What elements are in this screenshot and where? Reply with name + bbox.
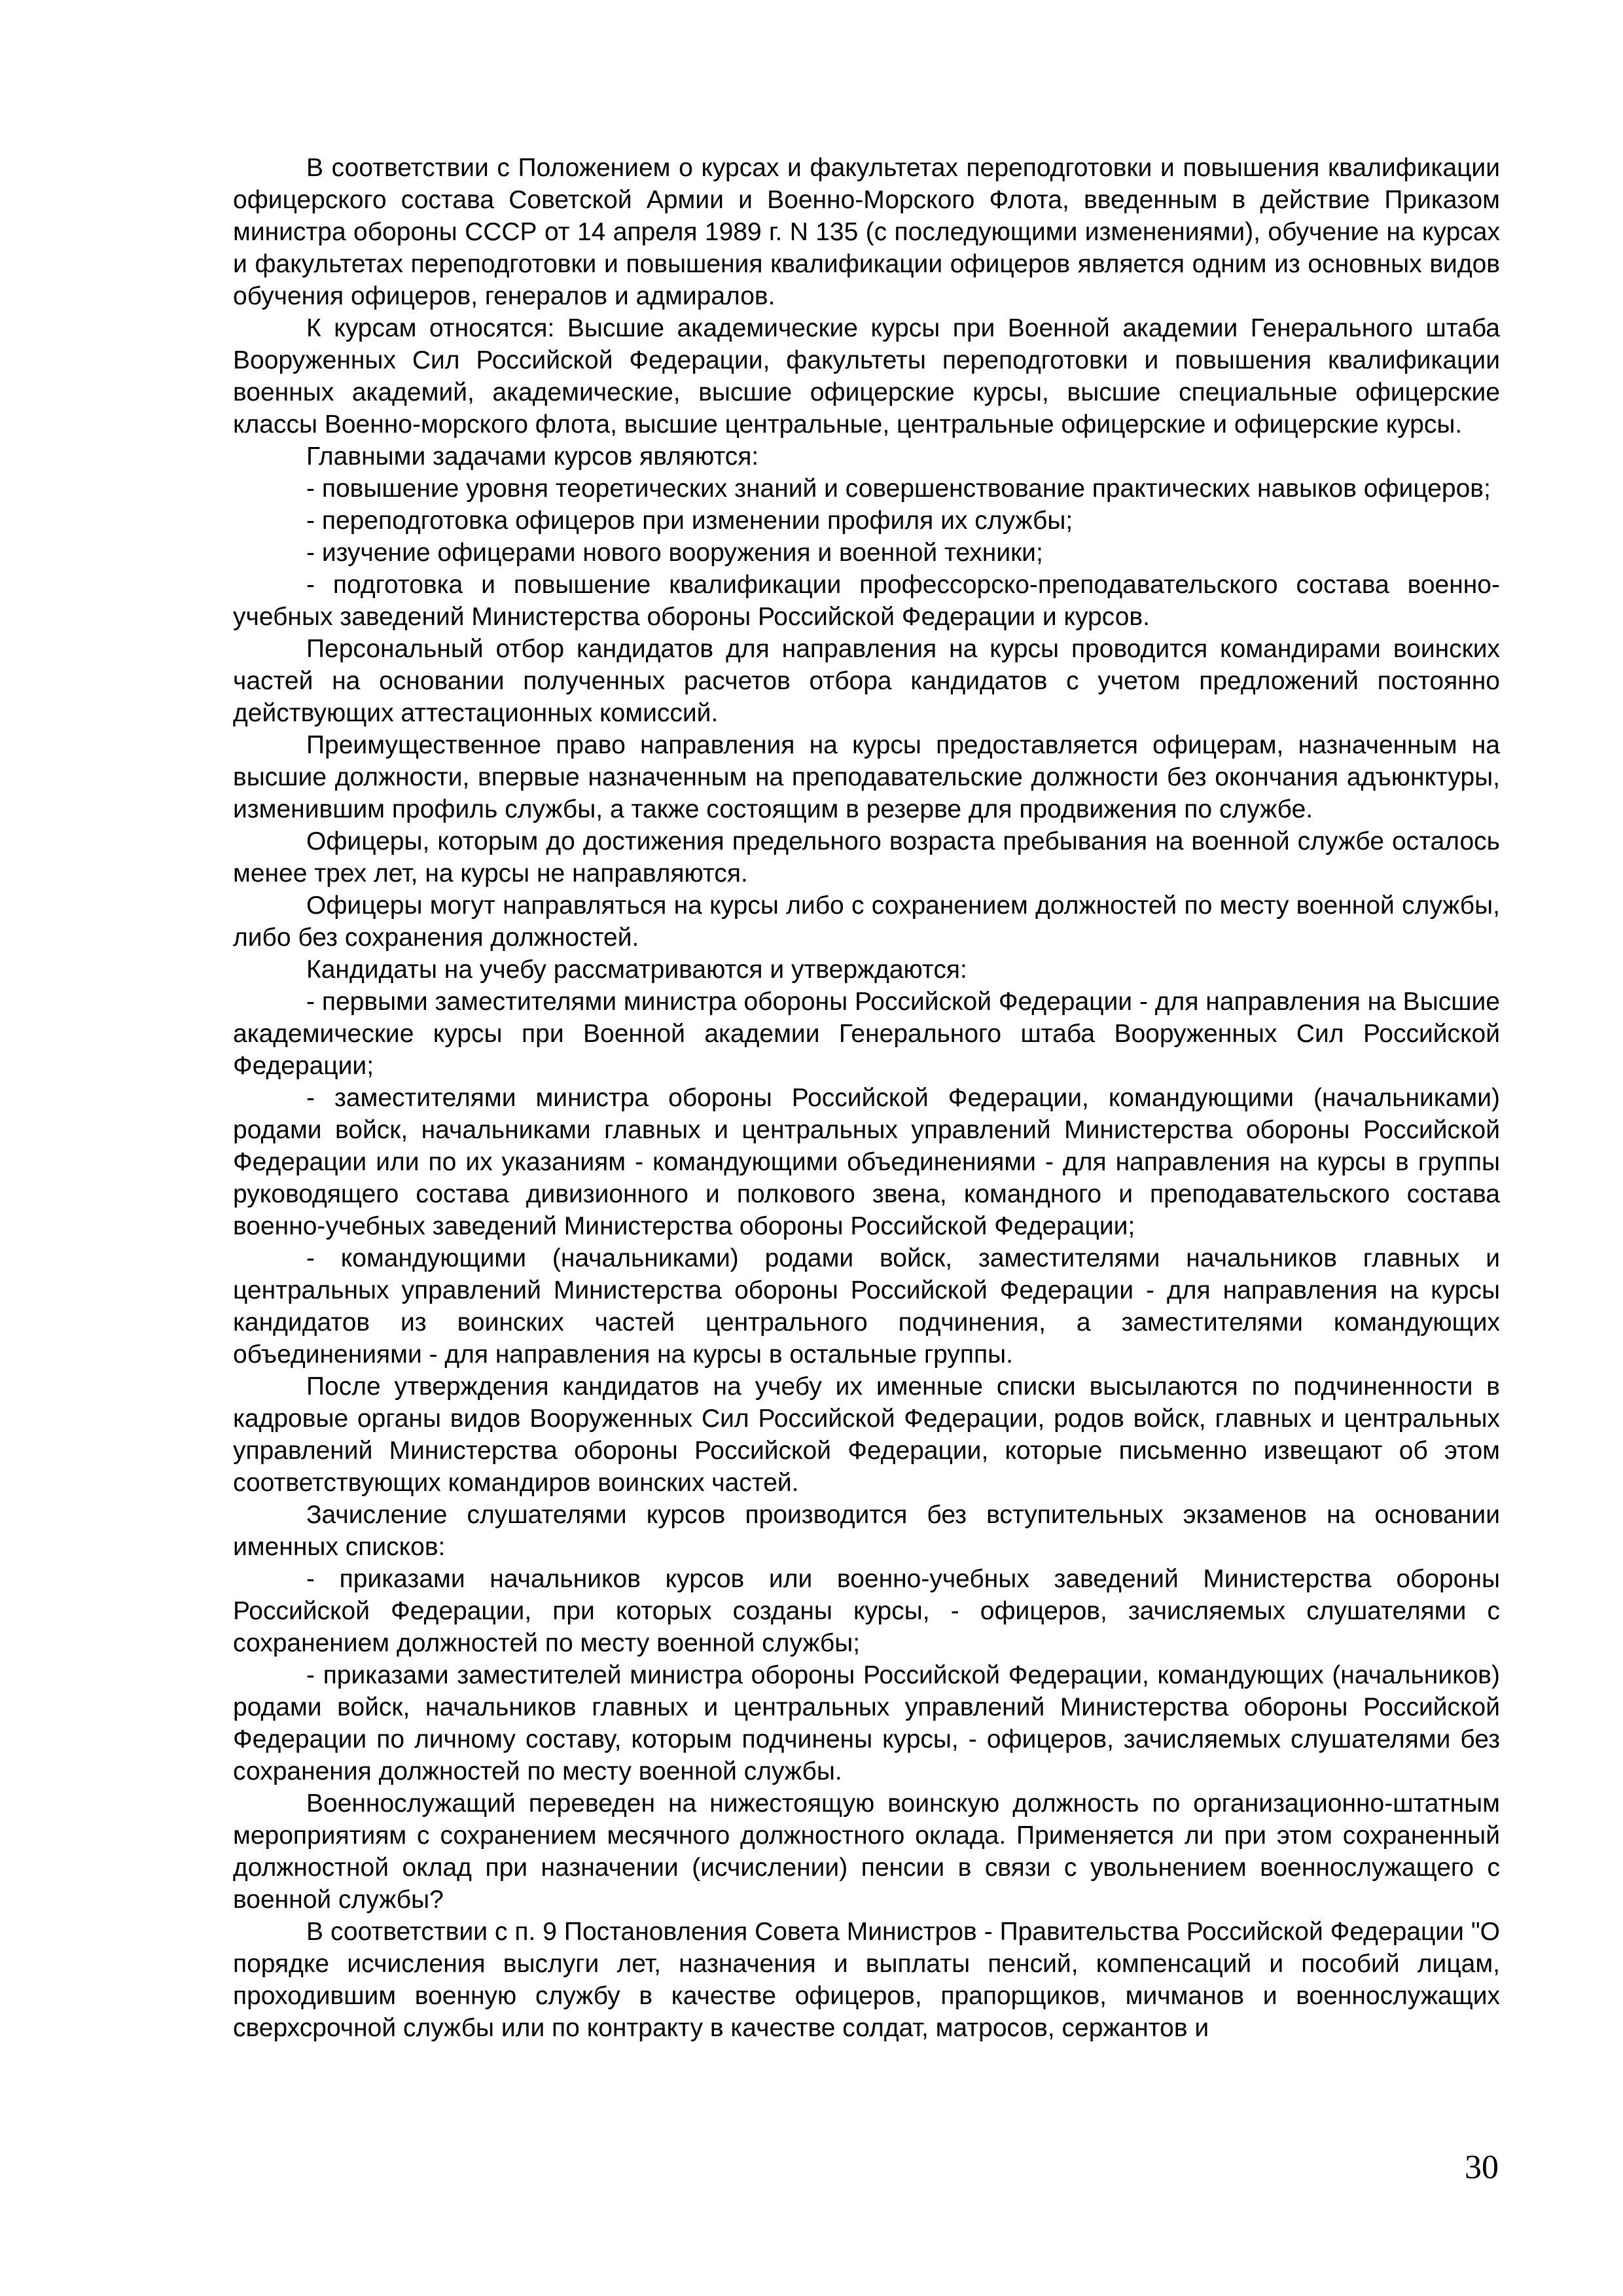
list-item: - командующими (начальниками) родами войск, заместителями начальников главных и центральных управлений Министерства обороны Российской Федерации - для направления на курсы кандидатов из воинских частей центрального подчинения, а заместителями командующих объединениями - для направления на курсы в остальные группы. (233, 1244, 1500, 1369)
paragraph: В соответствии с Положением о курсах и факультетах переподготовки и повышения квалификации офицерского состава Советской Армии и Военно-Морского Флота, введенным в действие Приказом министра обороны СССР от 14 апреля 1989 г. N 135 (с последующими изменениями), обучение на курсах и факультетах переподготовки и повышения квалификации офицеров является одним из основных видов обучения офицеров, генералов и адмиралов. (233, 154, 1500, 310)
paragraph: Военнослужащий переведен на нижестоящую воинскую должность по организационно-штатным мероприятиям с сохранением месячного должностного оклада. Применяется ли при этом сохраненный должностной оклад при назначении (исчислении) пенсии в связи с увольнением военнослужащего с военной службы? (233, 1789, 1500, 1914)
list-item: - первыми заместителями министра обороны Российской Федерации - для направления на Высшие академические курсы при Военной академии Генерального штаба Вооруженных Сил Российской Федерации; (233, 988, 1500, 1080)
list-item: - приказами начальников курсов или военно-учебных заведений Министерства обороны Российской Федерации, при которых созданы курсы, - офицеров, зачисляемых слушателями с сохранением должностей по месту военной службы; (233, 1565, 1500, 1657)
paragraph: Персональный отбор кандидатов для направления на курсы проводится командирами воинских частей на основании полученных расчетов отбора кандидатов с учетом предложений постоянно действующих аттестационных комиссий. (233, 635, 1500, 727)
paragraph: К курсам относятся: Высшие академические курсы при Военной академии Генерального штаба Вооруженных Сил Российской Федерации, факультеты переподготовки и повышения квалификации военных академий, академические, высшие офицерские курсы, высшие специальные офицерские классы Военно-морского флота, высшие центральные, центральные офицерские и офицерские курсы. (233, 314, 1500, 439)
list-item: - заместителями министра обороны Российской Федерации, командующими (начальниками) родами войск, начальниками главных и центральных управлений Министерства обороны Российской Федерации или по их указаниям - командующими объединениями - для направления на курсы в группы руководящего состава дивизионного и полкового звена, командного и преподавательского состава военно-учебных заведений Министерства обороны Российской Федерации; (233, 1084, 1500, 1240)
document-body (233, 152, 1500, 2044)
paragraph: Кандидаты на учебу рассматриваются и утверждаются: (306, 956, 967, 984)
list-item: - изучение офицерами нового вооружения и военной техники; (306, 539, 1043, 567)
paragraph: Офицеры могут направляться на курсы либо с сохранением должностей по месту военной службы, либо без сохранения должностей. (233, 891, 1500, 952)
page-number: 30 (1465, 2149, 1499, 2186)
paragraph: Зачисление слушателями курсов производится без вступительных экзаменов на основании именных списков: (233, 1501, 1500, 1561)
list-item: - переподготовка офицеров при изменении профиля их службы; (306, 507, 1073, 535)
paragraph: Офицеры, которым до достижения предельного возраста пребывания на военной службе осталось менее трех лет, на курсы не направляются. (233, 827, 1500, 888)
paragraph: В соответствии с п. 9 Постановления Совета Министров - Правительства Российской Федерации "О порядке исчисления выслуги лет, назначения и выплаты пенсий, компенсаций и пособий лицам, проходившим военную службу в качестве офицеров, прапорщиков, мичманов и военнослужащих сверхсрочной службы или по контракту в качестве солдат, матросов, сержантов и (233, 1918, 1500, 2042)
list-item: - приказами заместителей министра обороны Российской Федерации, командующих (начальников) родами войск, начальников главных и центральных управлений Министерства обороны Российской Федерации по личному составу, которым подчинены курсы, - офицеров, зачисляемых слушателями без сохранения должностей по месту военной службы. (233, 1661, 1500, 1785)
list-item: - подготовка и повышение квалификации профессорско-преподавательского состава военно-учебных заведений Министерства обороны Российской Федерации и курсов. (233, 571, 1500, 631)
list-item: - повышение уровня теоретических знаний и совершенствование практических навыков офицеров; (306, 475, 1491, 503)
paragraph: Главными задачами курсов являются: (306, 442, 759, 471)
paragraph: Преимущественное право направления на курсы предоставляется офицерам, назначенным на высшие должности, впервые назначенным на преподавательские должности без окончания адъюнктуры, изменившим профиль службы, а также состоящим в резерве для продвижения по службе. (233, 731, 1500, 823)
paragraph: После утверждения кандидатов на учебу их именные списки высылаются по подчиненности в кадровые органы видов Вооруженных Сил Российской Федерации, родов войск, главных и центральных управлений Министерства обороны Российской Федерации, которые письменно извещают об этом соответствующих командиров воинских частей. (233, 1372, 1500, 1497)
